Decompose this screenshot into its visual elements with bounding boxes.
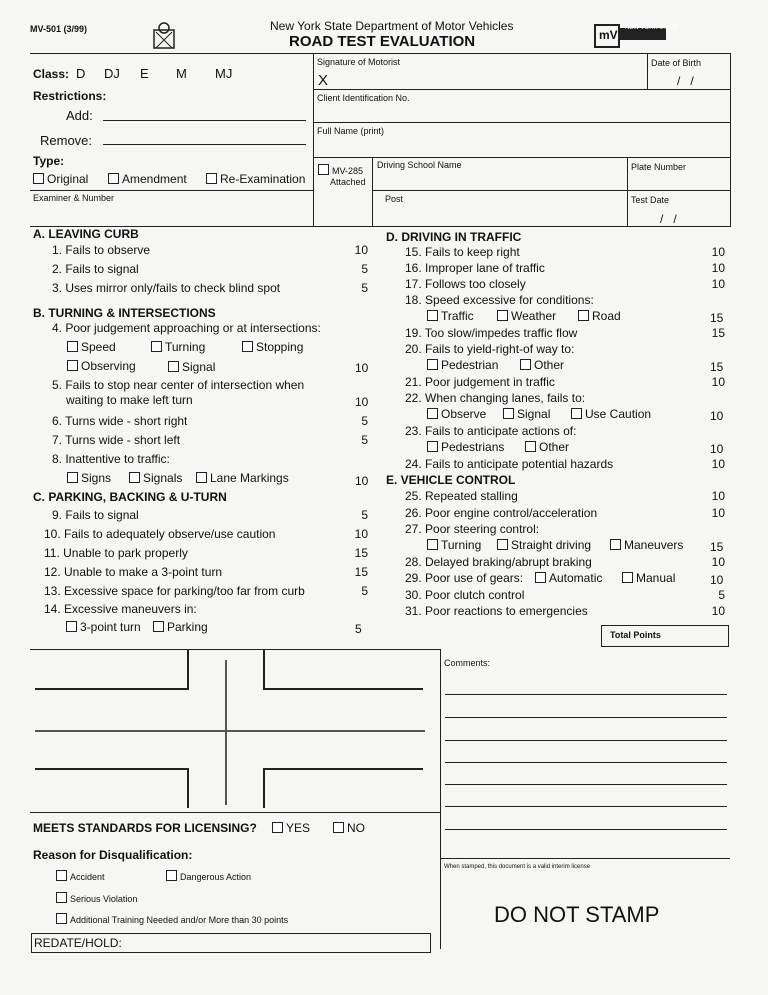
comments-line[interactable] (445, 829, 727, 830)
item-27-points: 15 (710, 540, 724, 554)
item-27: 27. Poor steering control: (405, 522, 540, 536)
item-8-signals[interactable]: Signals (129, 471, 182, 485)
item-8: 8. Inattentive to traffic: (52, 452, 170, 466)
section-e-title: E. VEHICLE CONTROL (386, 473, 516, 487)
checkbox[interactable] (206, 173, 217, 184)
mv285-checkbox[interactable]: MV-285 (318, 164, 363, 176)
client-id-label: Client Identification No. (317, 93, 410, 103)
form-id: MV-501 (3/99) (30, 24, 88, 34)
comments-line[interactable] (445, 740, 727, 741)
item-13[interactable]: 13. Excessive space for parking/too far from curb 5 (44, 584, 368, 598)
state-seal-icon (150, 20, 178, 52)
reason-accident[interactable]: Accident (56, 870, 105, 882)
test-date-label: Test Date (631, 195, 670, 205)
type-original[interactable]: Original (33, 172, 88, 186)
total-points-label: Total Points (610, 630, 661, 640)
comments-label: Comments: (444, 658, 491, 668)
signature-mark: X (318, 72, 329, 89)
item-10[interactable]: 10. Fails to adequately observe/use caution 10 (44, 527, 368, 541)
item-20-pedestrian[interactable]: Pedestrian (427, 358, 498, 372)
test-date-field[interactable]: / / (660, 212, 677, 226)
class-d[interactable]: D (76, 66, 86, 81)
department-name: New York State Department of Motor Vehicles (270, 19, 514, 33)
item-4-stopping[interactable]: Stopping (242, 340, 303, 354)
item-11[interactable]: 11. Unable to park properly 15 (44, 546, 368, 560)
item-27-maneuvers[interactable]: Maneuvers (610, 538, 683, 552)
item-22-points: 10 (710, 409, 724, 423)
item-23-other[interactable]: Other (525, 440, 569, 454)
item-4: 4. Poor judgement approaching or at intersections: (52, 321, 321, 335)
plate-label: Plate Number (631, 162, 687, 172)
item-15[interactable]: 15. Fails to keep right 10 (405, 245, 725, 259)
item-14-parking[interactable]: Parking (153, 620, 208, 634)
item-5-cont: waiting to make left turn (66, 393, 193, 407)
item-20-other[interactable]: Other (520, 358, 564, 372)
item-23-pedestrians[interactable]: Pedestrians (427, 440, 504, 454)
stamp-note: When stamped, this document is a valid interim license (444, 864, 591, 870)
type-amendment[interactable]: Amendment (108, 172, 187, 186)
checkbox[interactable] (33, 173, 44, 184)
meets-no[interactable]: NO (333, 821, 365, 835)
item-22-signal[interactable]: Signal (503, 407, 550, 421)
item-9[interactable]: 9. Fails to signal 5 (52, 508, 368, 522)
item-29-points: 10 (710, 573, 724, 587)
item-23-points: 10 (710, 442, 724, 456)
item-24[interactable]: 24. Fails to anticipate potential hazards 10 (405, 457, 725, 471)
item-18: 18. Speed excessive for conditions: (405, 293, 594, 307)
item-14-3-point-turn[interactable]: 3-point turn (66, 620, 141, 634)
item-22-observe[interactable]: Observe (427, 407, 486, 421)
reason-dangerous-action[interactable]: Dangerous Action (166, 870, 251, 882)
item-4-observing[interactable]: Observing (67, 359, 136, 373)
section-b-title: B. TURNING & INTERSECTIONS (33, 306, 216, 320)
item-18-weather[interactable]: Weather (497, 309, 556, 323)
item-20: 20. Fails to yield-right-of way to: (405, 342, 575, 356)
do-not-stamp: DO NOT STAMP (494, 902, 660, 927)
reason-label: Reason for Disqualification: (33, 848, 193, 862)
item-18-traffic[interactable]: Traffic (427, 309, 474, 323)
checkbox[interactable] (318, 164, 329, 175)
type-label: Type: (33, 154, 65, 168)
item-16[interactable]: 16. Improper lane of traffic 10 (405, 261, 725, 275)
remove-field[interactable] (103, 144, 306, 145)
item-4-turning[interactable]: Turning (151, 340, 205, 354)
item-4-signal[interactable]: Signal (168, 360, 215, 374)
item-21[interactable]: 21. Poor judgement in traffic 10 (405, 375, 725, 389)
item-23: 23. Fails to anticipate actions of: (405, 424, 577, 438)
class-m[interactable]: M (176, 66, 187, 81)
item-29-automatic[interactable]: Automatic (535, 571, 602, 585)
item-4-speed[interactable]: Speed (67, 340, 116, 354)
mv285-attached: Attached (330, 177, 366, 187)
item-19[interactable]: 19. Too slow/impedes traffic flow 15 (405, 326, 725, 340)
item-31[interactable]: 31. Poor reactions to emergencies 10 (405, 604, 725, 618)
item-5-points: 10 (355, 395, 369, 409)
item-8-lane-markings[interactable]: Lane Markings (196, 471, 289, 485)
redate-hold-field[interactable] (31, 933, 431, 953)
meets-standards-label: MEETS STANDARDS FOR LICENSING? (33, 821, 257, 835)
section-c-title: C. PARKING, BACKING & U-TURN (33, 490, 227, 504)
class-mj[interactable]: MJ (215, 66, 233, 81)
item-1[interactable]: 1. Fails to observe 10 (52, 243, 368, 257)
item-3[interactable]: 3. Uses mirror only/fails to check blind spot 5 (52, 281, 368, 295)
item-18-points: 15 (710, 311, 724, 325)
item-27-straight-driving[interactable]: Straight driving (497, 538, 591, 552)
item-5[interactable]: 5. Fails to stop near center of intersection when (52, 378, 305, 392)
item-8-points: 10 (355, 474, 369, 488)
item-30[interactable]: 30. Poor clutch control 5 (405, 588, 725, 602)
class-e[interactable]: E (140, 66, 149, 81)
type-reexamination[interactable]: Re-Examination (206, 172, 305, 186)
reason-serious-violation[interactable]: Serious Violation (56, 892, 137, 904)
item-28[interactable]: 28. Delayed braking/abrupt braking 10 (405, 555, 725, 569)
comments-line[interactable] (445, 717, 727, 718)
driving-school-label: Driving School Name (377, 160, 462, 170)
remove-label: Remove: (40, 133, 93, 148)
item-12[interactable]: 12. Unable to make a 3-point turn 15 (44, 565, 368, 579)
dob-field[interactable]: / / (677, 74, 694, 88)
logo-text: NEW YORK STATE (625, 25, 678, 31)
logo-letters: mV (599, 28, 618, 42)
meets-yes[interactable]: YES (272, 821, 310, 835)
examiner-label: Examiner & Number (33, 193, 115, 203)
comments-line[interactable] (445, 694, 727, 695)
comments-line[interactable] (445, 806, 727, 807)
total-points-box[interactable] (601, 625, 729, 647)
intersection-diagram (30, 650, 440, 810)
item-14: 14. Excessive maneuvers in: (44, 602, 197, 616)
form-title: ROAD TEST EVALUATION (289, 33, 476, 50)
add-field[interactable] (103, 120, 306, 121)
full-name-label: Full Name (print) (317, 126, 385, 136)
reason-additional-training[interactable]: Additional Training Needed and/or More than 30 points (56, 913, 288, 925)
item-22-use-caution[interactable]: Use Caution (571, 407, 651, 421)
class-dj[interactable]: DJ (104, 66, 120, 81)
item-6[interactable]: 6. Turns wide - short right 5 (52, 414, 368, 428)
item-4-points: 10 (355, 361, 369, 375)
signature-label: Signature of Motorist (317, 57, 401, 67)
class-label: Class: (33, 67, 70, 81)
item-17[interactable]: 17. Follows too closely 10 (405, 277, 725, 291)
redate-hold-label: REDATE/HOLD: (34, 936, 122, 950)
dob-label: Date of Birth (651, 58, 702, 68)
add-label: Add: (66, 108, 93, 123)
item-26[interactable]: 26. Poor engine control/acceleration 10 (405, 506, 725, 520)
item-7[interactable]: 7. Turns wide - short left 5 (52, 433, 368, 447)
item-14-points: 5 (355, 622, 362, 636)
item-29-manual[interactable]: Manual (622, 571, 675, 585)
item-22: 22. When changing lanes, fails to: (405, 391, 586, 405)
dmv-logo (594, 24, 620, 48)
item-29: 29. Poor use of gears: (405, 571, 524, 585)
restrictions-label: Restrictions: (33, 89, 107, 103)
item-25[interactable]: 25. Repeated stalling 10 (405, 489, 725, 503)
item-20-points: 15 (710, 360, 724, 374)
comments-line[interactable] (445, 784, 727, 785)
post-label: Post (385, 194, 404, 204)
section-a-title: A. LEAVING CURB (33, 227, 139, 241)
item-18-road[interactable]: Road (578, 309, 621, 323)
section-d-title: D. DRIVING IN TRAFFIC (386, 230, 522, 244)
item-2[interactable]: 2. Fails to signal 5 (52, 262, 368, 276)
comments-line[interactable] (445, 762, 727, 763)
item-8-signs[interactable]: Signs (67, 471, 111, 485)
checkbox[interactable] (108, 173, 119, 184)
item-27-turning[interactable]: Turning (427, 538, 481, 552)
